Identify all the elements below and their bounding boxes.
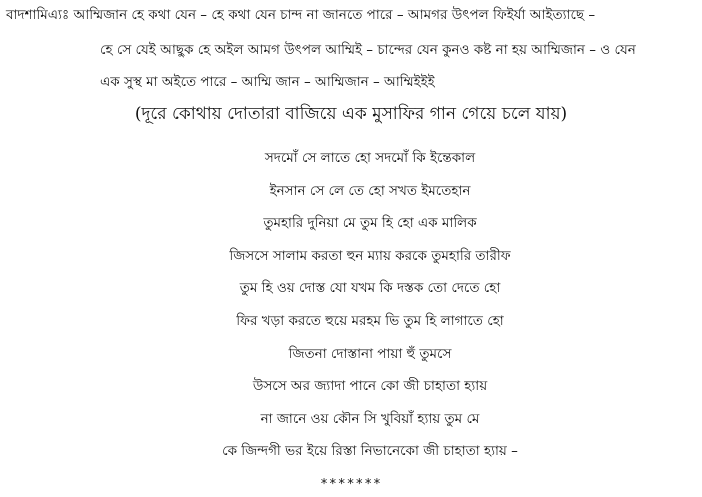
dialogue-line-1: বাদশামিএ্যঃ আম্মিজান হে কথা যেন – হে কথা যেন চান্দ না জানতে পারে – আমগর উৎপল ফিইর্যা আইত্যাছে – bbox=[6, 7, 596, 23]
section-divider: ******* bbox=[320, 477, 382, 492]
song-line: তুমহারি দুনিয়া মে তুম হি হো এক মালিক bbox=[263, 215, 477, 232]
song-line: জিসসে সালাম করতা হুন ম্যায় করকে তুমহারি তারীফ bbox=[229, 247, 511, 264]
song-line: কে জিন্দগী ভর ইয়ে রিস্তা নিভানেকো জী চাহাতা হ্যায় – bbox=[222, 443, 518, 460]
song-line: ফির খড়া করতে হুয়ে মরহম ভি তুম হি লাগাতে হো bbox=[236, 312, 504, 329]
song-lyrics bbox=[0, 148, 702, 474]
song-line: না জানে ওয় কৌন সি খুবিয়াঁ হ্যায় তুম মে bbox=[260, 410, 480, 427]
song-line: উসসে অর জ্যাদা পানে কো জী চাহাতা হ্যায় bbox=[252, 378, 488, 395]
song-line: জিতনা দোস্তানা পায়া হুঁ তুমসে bbox=[288, 345, 452, 362]
song-line: সদমোঁ সে লাতে হো সদমোঁ কি ইন্তেকাল bbox=[264, 150, 476, 166]
song-line: ইনসান সে লে তে হো সখত ইমতেহান bbox=[269, 182, 471, 199]
stage-direction: (দূরে কোথায় দোতারা বাজিয়ে এক মুসাফির গান গেয়ে চলে যায়) bbox=[134, 104, 568, 124]
dialogue-line-2: হে সে যেই আছুক হে অইল আমগ উৎপল আম্মিই – চান্দের যেন কুনও কষ্ট না হয় আম্মিজান – ও যেন bbox=[100, 42, 636, 58]
song-line: তুম হি ওয় দোস্ত যো যখম কি দস্তক তো দেতে হো bbox=[239, 280, 501, 297]
dialogue-line-3: এক সুস্থ মা অইতে পারে – আম্মি জান – আম্মিজান – আম্মিইইই bbox=[100, 74, 435, 90]
